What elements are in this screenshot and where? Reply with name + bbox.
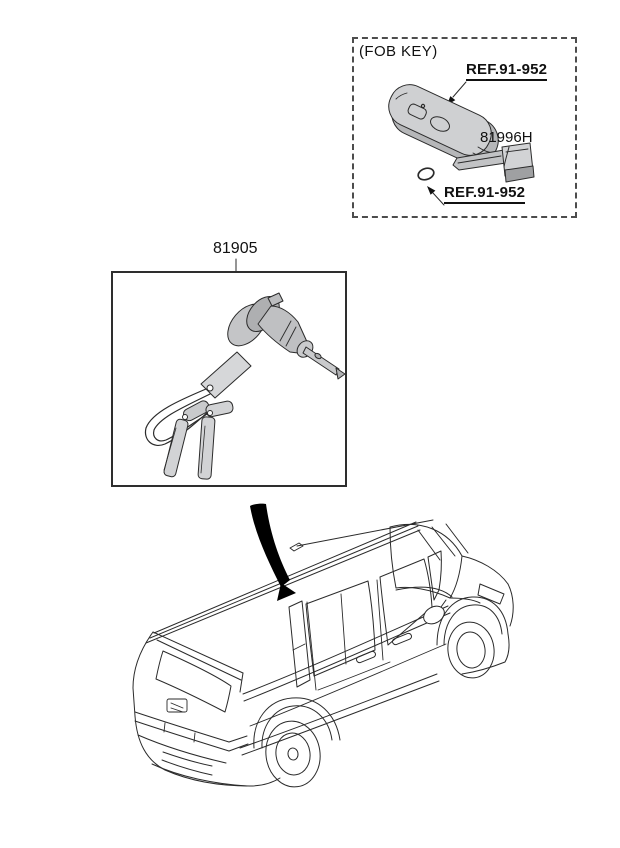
- minivan-rear-three-quarter-view: [133, 520, 513, 790]
- part-number-81905: 81905: [213, 240, 258, 257]
- fob-key-panel-title: (FOB KEY): [359, 43, 438, 60]
- ref-91-952-link-top[interactable]: REF.91-952: [466, 61, 547, 81]
- part-number-81996H: 81996H: [480, 129, 533, 146]
- ref-91-952-link-bottom[interactable]: REF.91-952: [444, 184, 525, 204]
- lock-set-box: [111, 271, 347, 487]
